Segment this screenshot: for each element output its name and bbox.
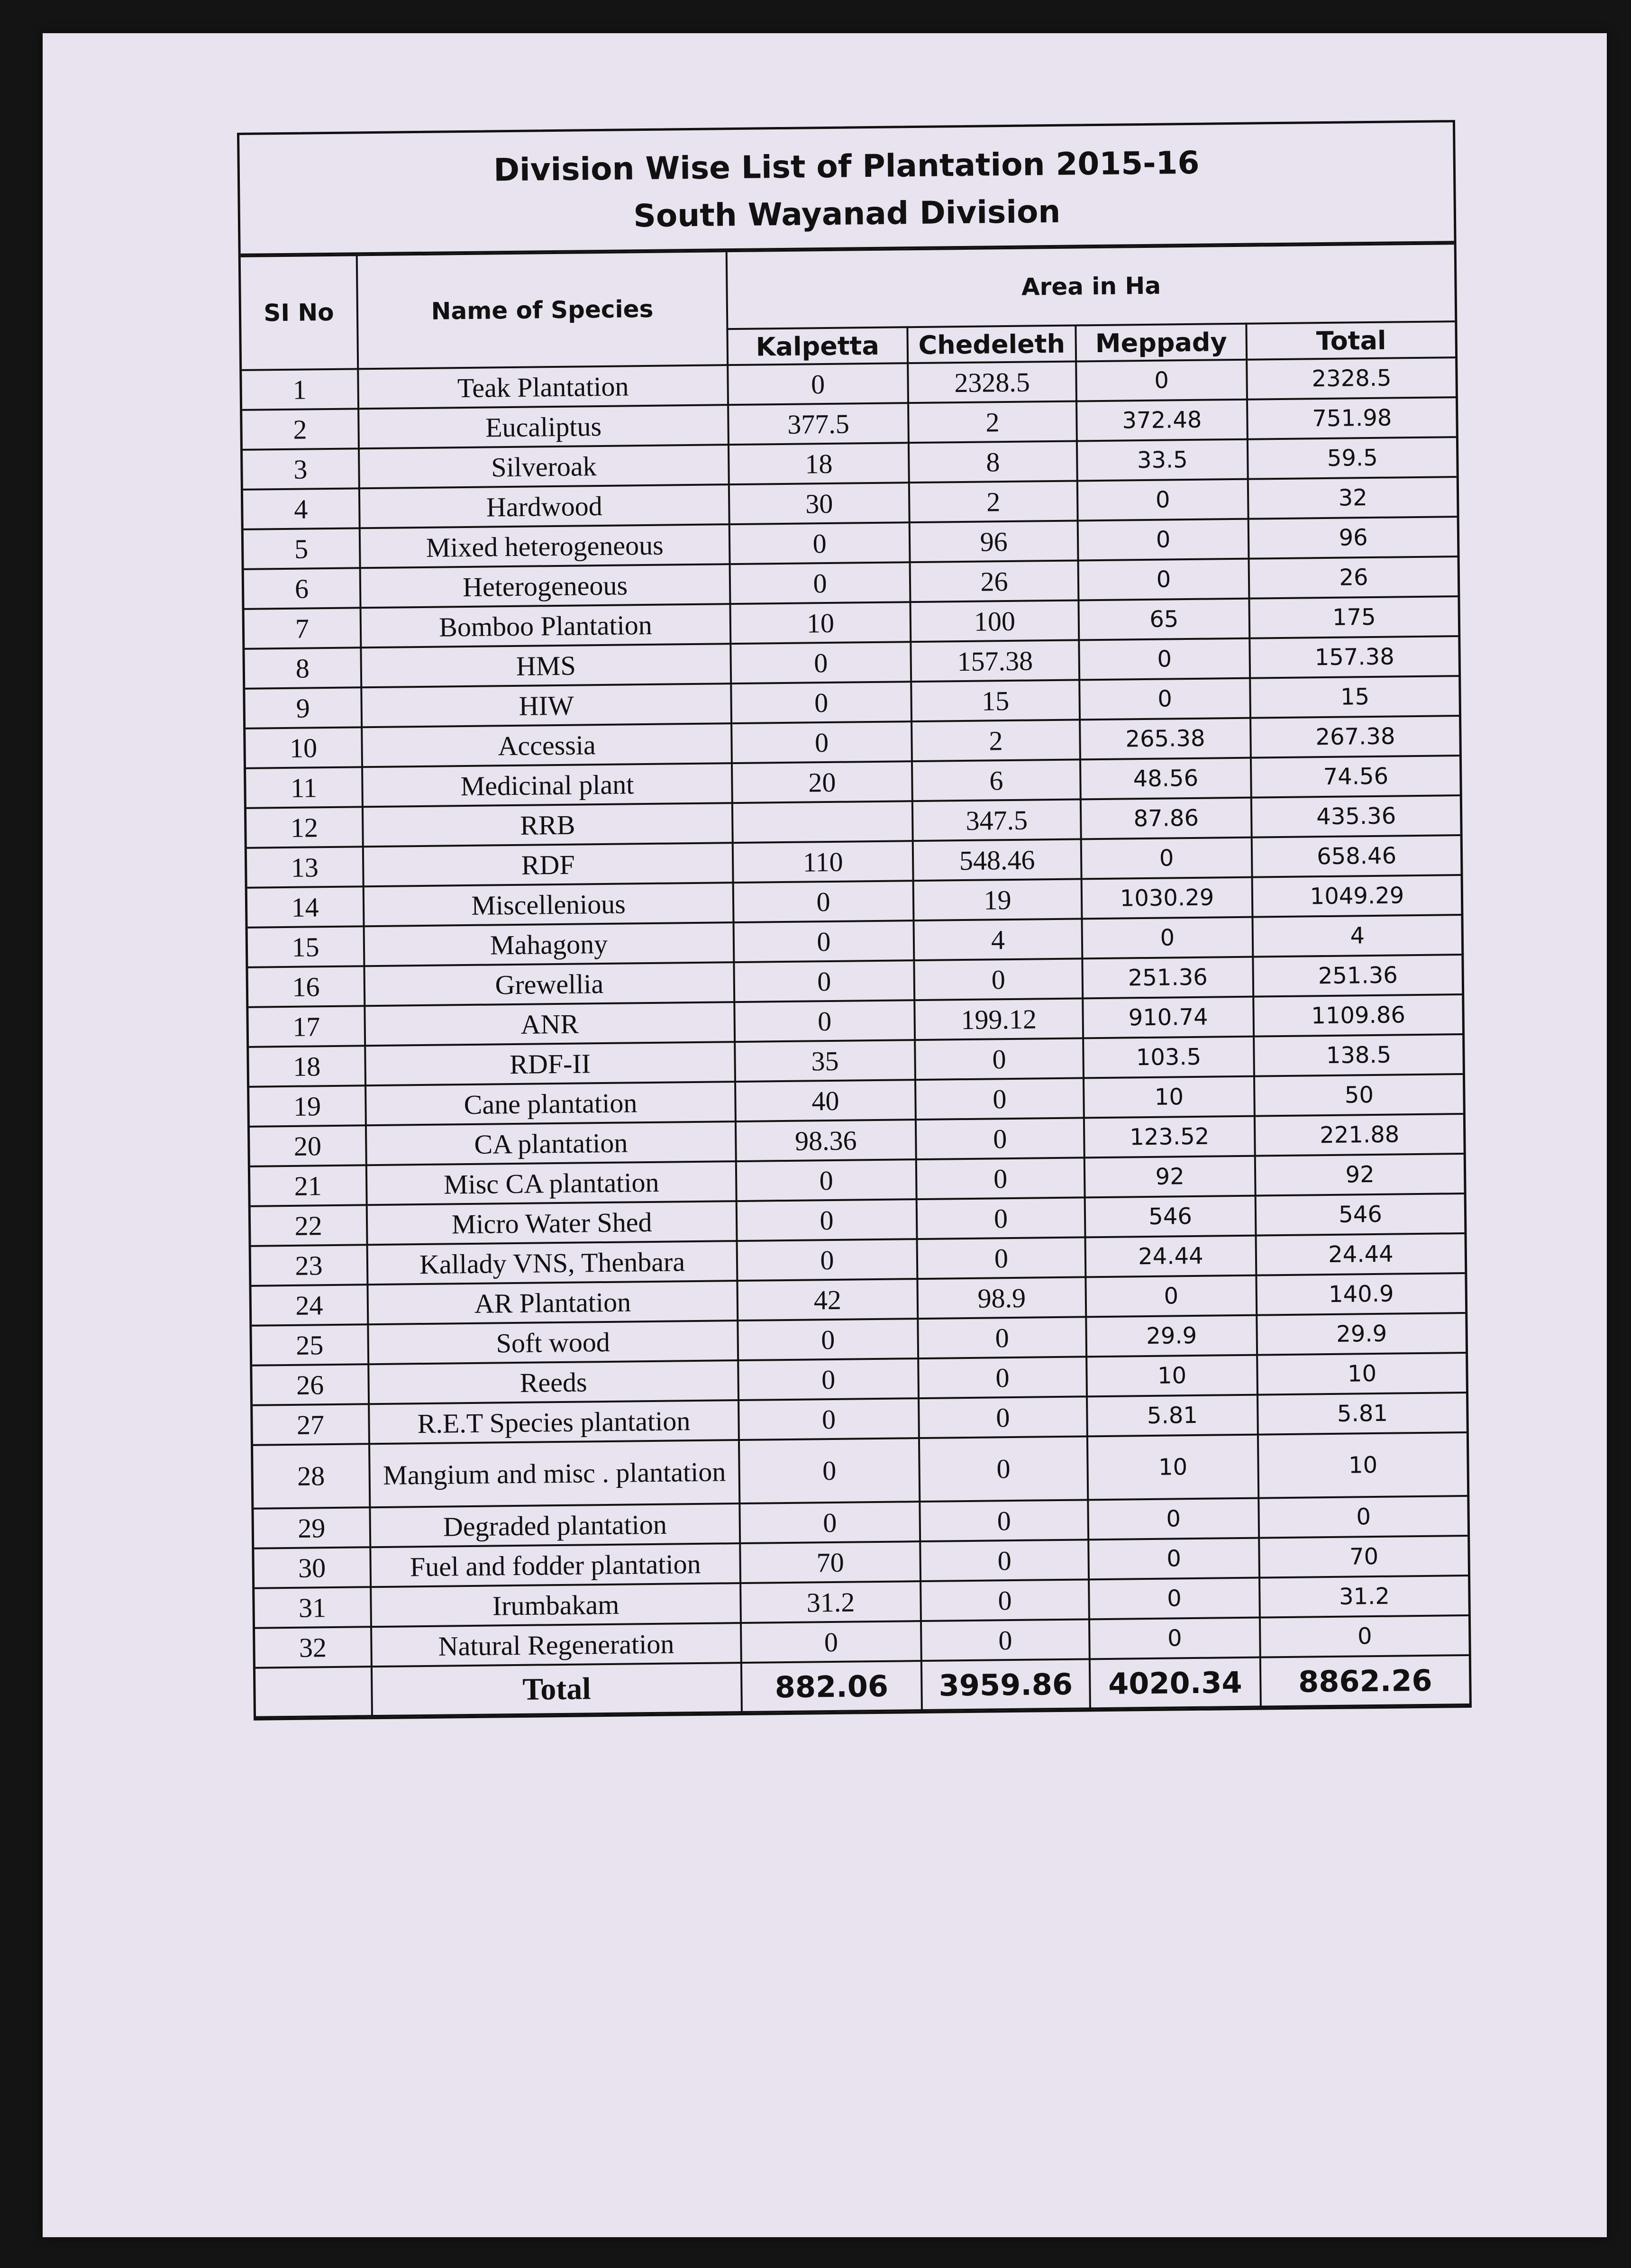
cell-sl: 19 (249, 1085, 366, 1127)
cell-total: 96 (1248, 517, 1458, 559)
cell-sl: 17 (248, 1006, 365, 1047)
cell-sl: 12 (246, 807, 363, 848)
cell-sl: 26 (252, 1364, 369, 1405)
cell-kalpetta: 0 (736, 1159, 917, 1201)
cell-kalpetta: 0 (734, 960, 914, 1002)
cell-sl: 6 (244, 568, 361, 609)
cell-chedeleth: 548.46 (913, 839, 1082, 881)
cell-total: 1109.86 (1253, 994, 1462, 1037)
cell-name: Grewellia (364, 962, 734, 1006)
cell-meppady: 123.52 (1084, 1116, 1255, 1158)
cell-name: Accessia (362, 723, 732, 767)
cell-kalpetta: 0 (738, 1319, 918, 1360)
cell-chedeleth: 0 (916, 1157, 1085, 1199)
cell-total: 157.38 (1249, 636, 1458, 678)
document-title: Division Wise List of Plantation 2015-16 (493, 144, 1200, 189)
totals-grand-total: 8862.26 (1260, 1655, 1469, 1707)
cell-chedeleth: 157.38 (911, 640, 1079, 682)
cell-chedeleth: 0 (917, 1237, 1086, 1279)
header-sl-no: SI No (241, 255, 358, 370)
cell-total: 2328.5 (1247, 357, 1456, 400)
cell-sl: 7 (245, 608, 361, 649)
cell-meppady: 10 (1087, 1435, 1258, 1500)
cell-chedeleth: 0 (921, 1619, 1090, 1661)
cell-name: AR Plantation (367, 1281, 738, 1324)
cell-total: 5.81 (1257, 1393, 1467, 1435)
table-body (242, 357, 1469, 1668)
cell-name: Mahagony (364, 922, 734, 966)
cell-kalpetta: 40 (735, 1080, 916, 1121)
cell-name: RRB (363, 803, 733, 847)
cell-meppady: 0 (1079, 678, 1250, 720)
cell-name: CA plantation (366, 1121, 736, 1165)
cell-chedeleth: 0 (919, 1396, 1087, 1438)
cell-total: 221.88 (1255, 1114, 1464, 1156)
cell-name: Mixed heterogeneous (360, 524, 730, 568)
cell-sl: 11 (246, 767, 363, 808)
cell-name: Silveroak (359, 445, 729, 488)
cell-name: Micro Water Shed (367, 1201, 737, 1245)
header-area: Area in Ha (727, 244, 1455, 329)
cell-kalpetta: 10 (730, 602, 911, 644)
cell-name: Eucaliptus (358, 405, 729, 448)
cell-total: 658.46 (1252, 835, 1461, 877)
cell-kalpetta: 30 (729, 483, 910, 524)
cell-sl: 27 (253, 1404, 369, 1445)
cell-chedeleth: 2 (908, 401, 1077, 443)
cell-total: 70 (1259, 1536, 1468, 1578)
cell-meppady: 0 (1076, 360, 1247, 401)
cell-kalpetta: 0 (733, 881, 914, 922)
cell-kalpetta: 0 (729, 522, 910, 564)
cell-sl: 9 (245, 687, 362, 729)
cell-kalpetta: 35 (735, 1040, 915, 1082)
cell-meppady: 65 (1078, 599, 1249, 640)
cell-meppady: 0 (1081, 838, 1252, 879)
cell-name: HMS (361, 644, 731, 687)
cell-kalpetta: 0 (731, 682, 911, 723)
cell-name: Bomboo Plantation (361, 604, 731, 647)
cell-total: 1049.29 (1252, 875, 1461, 917)
cell-sl: 5 (244, 528, 360, 569)
cell-name: Kallady VNS, Thenbara (367, 1241, 738, 1284)
cell-sl: 2 (242, 409, 359, 450)
totals-empty-cell (255, 1667, 372, 1717)
cell-chedeleth: 0 (920, 1579, 1089, 1621)
cell-kalpetta: 0 (730, 642, 911, 683)
cell-sl: 22 (251, 1205, 367, 1246)
header-chedeleth: Chedeleth (907, 325, 1076, 363)
totals-label: Total (372, 1663, 742, 1716)
cell-chedeleth: 96 (910, 520, 1078, 562)
cell-meppady: 0 (1088, 1538, 1259, 1580)
cell-total: 267.38 (1250, 716, 1459, 758)
cell-total: 10 (1257, 1353, 1466, 1395)
cell-meppady: 0 (1089, 1618, 1260, 1659)
cell-meppady: 0 (1077, 479, 1248, 521)
cell-total: 29.9 (1257, 1313, 1466, 1355)
cell-sl: 15 (248, 926, 364, 967)
cell-name: Degraded plantation (370, 1503, 740, 1547)
cell-total: 251.36 (1253, 955, 1462, 997)
cell-chedeleth: 347.5 (912, 799, 1081, 841)
cell-name: Cane plantation (365, 1082, 736, 1125)
cell-total: 32 (1248, 477, 1457, 519)
table-row (253, 1432, 1467, 1509)
cell-total: 50 (1254, 1074, 1463, 1116)
cell-kalpetta: 0 (737, 1199, 917, 1241)
cell-chedeleth: 26 (910, 560, 1079, 602)
cell-kalpetta: 0 (734, 1000, 915, 1042)
cell-kalpetta: 0 (737, 1239, 918, 1281)
table-title-block (239, 122, 1454, 255)
cell-meppady: 0 (1089, 1578, 1260, 1620)
cell-sl: 16 (248, 966, 364, 1007)
cell-sl: 3 (243, 448, 359, 490)
cell-sl: 28 (253, 1444, 370, 1509)
cell-kalpetta: 377.5 (728, 403, 909, 445)
header-meppady: Meppady (1075, 324, 1247, 362)
cell-meppady: 0 (1078, 519, 1249, 561)
cell-total: 4 (1252, 915, 1461, 957)
cell-name: Teak Plantation (358, 365, 728, 409)
cell-sl: 18 (249, 1046, 365, 1087)
cell-kalpetta: 0 (728, 363, 908, 405)
header-kalpetta: Kalpetta (727, 327, 908, 365)
cell-name: RDF-II (365, 1042, 735, 1085)
cell-chedeleth: 0 (915, 1078, 1084, 1120)
cell-meppady: 48.56 (1080, 758, 1251, 800)
cell-meppady: 87.86 (1081, 798, 1252, 839)
cell-name: HIW (361, 683, 731, 727)
cell-meppady: 0 (1078, 559, 1249, 601)
cell-sl: 13 (247, 847, 364, 888)
cell-kalpetta: 0 (739, 1438, 920, 1503)
cell-meppady: 251.36 (1082, 957, 1253, 999)
cell-sl: 25 (252, 1324, 368, 1366)
cell-kalpetta: 0 (730, 562, 911, 604)
document-subtitle: South Wayanad Division (633, 193, 1061, 235)
cell-total: 24.44 (1256, 1233, 1465, 1275)
cell-meppady: 0 (1085, 1275, 1257, 1317)
totals-meppady: 4020.34 (1090, 1658, 1261, 1709)
cell-meppady: 546 (1085, 1196, 1256, 1238)
cell-chedeleth: 199.12 (914, 998, 1083, 1040)
cell-meppady: 265.38 (1080, 718, 1251, 760)
cell-name: ANR (364, 1002, 735, 1046)
cell-chedeleth: 98.9 (917, 1277, 1086, 1319)
header-row-main (241, 244, 1455, 334)
cell-meppady: 0 (1088, 1498, 1259, 1540)
cell-total: 0 (1258, 1496, 1467, 1538)
cell-kalpetta: 20 (732, 761, 912, 803)
cell-meppady: 92 (1084, 1156, 1256, 1198)
cell-total: 140.9 (1256, 1273, 1465, 1315)
cell-sl: 1 (242, 369, 358, 410)
cell-meppady: 0 (1082, 917, 1253, 959)
cell-kalpetta: 42 (737, 1279, 918, 1321)
cell-chedeleth: 19 (913, 879, 1082, 920)
cell-total: 59.5 (1248, 437, 1457, 479)
cell-chedeleth: 8 (909, 441, 1077, 483)
cell-chedeleth: 2328.5 (908, 361, 1076, 403)
cell-sl: 23 (251, 1245, 368, 1286)
paper-sheet (43, 33, 1607, 2237)
cell-chedeleth: 0 (917, 1197, 1085, 1239)
cell-total: 751.98 (1247, 397, 1456, 439)
cell-kalpetta: 0 (739, 1502, 920, 1543)
cell-chedeleth: 4 (913, 919, 1082, 960)
cell-name: Soft wood (368, 1321, 738, 1364)
header-total: Total (1246, 321, 1455, 360)
cell-name: Hardwood (359, 484, 729, 528)
cell-chedeleth: 0 (920, 1500, 1088, 1541)
cell-total: 546 (1256, 1193, 1465, 1236)
cell-kalpetta (732, 801, 913, 843)
cell-total: 435.36 (1251, 795, 1460, 838)
cell-name: Natural Regeneration (371, 1623, 741, 1667)
cell-total: 0 (1260, 1615, 1469, 1658)
cell-kalpetta: 18 (729, 443, 909, 484)
cell-total: 10 (1258, 1432, 1467, 1498)
cell-name: Fuel and fodder plantation (370, 1543, 740, 1587)
cell-chedeleth: 2 (909, 481, 1078, 522)
cell-total: 175 (1249, 596, 1458, 638)
cell-name: Heterogeneous (360, 564, 730, 608)
cell-kalpetta: 31.2 (740, 1581, 921, 1623)
cell-meppady: 10 (1086, 1355, 1257, 1397)
cell-meppady: 29.9 (1086, 1315, 1257, 1357)
header-species-name: Name of Species (357, 251, 728, 369)
cell-total: 26 (1249, 556, 1458, 599)
cell-kalpetta: 0 (738, 1358, 919, 1400)
cell-name: R.E.T Species plantation (369, 1400, 739, 1444)
cell-meppady: 10 (1084, 1076, 1255, 1118)
cell-kalpetta: 0 (738, 1398, 919, 1440)
cell-chedeleth: 0 (915, 1038, 1084, 1080)
cell-chedeleth: 0 (916, 1118, 1084, 1159)
cell-chedeleth: 0 (919, 1436, 1088, 1502)
cell-chedeleth: 6 (912, 759, 1081, 801)
cell-name: Misc CA plantation (366, 1161, 737, 1205)
cell-name: RDF (363, 843, 733, 886)
cell-sl: 32 (255, 1627, 372, 1668)
plantation-table-frame (237, 120, 1472, 1721)
cell-meppady: 24.44 (1085, 1236, 1257, 1277)
cell-sl: 10 (246, 727, 362, 768)
cell-kalpetta: 0 (731, 721, 912, 763)
cell-sl: 31 (255, 1587, 371, 1628)
cell-sl: 30 (254, 1547, 371, 1588)
cell-name: Miscellenious (364, 883, 734, 926)
cell-kalpetta: 110 (733, 841, 913, 883)
cell-meppady: 910.74 (1083, 997, 1254, 1038)
cell-name: Medicinal plant (362, 763, 732, 807)
cell-meppady: 103.5 (1083, 1037, 1254, 1078)
cell-total: 31.2 (1259, 1576, 1468, 1618)
cell-sl: 4 (243, 488, 360, 529)
cell-sl: 21 (250, 1165, 367, 1206)
cell-chedeleth: 0 (914, 958, 1083, 1000)
cell-meppady: 372.48 (1076, 400, 1248, 441)
cell-total: 15 (1250, 676, 1459, 718)
cell-chedeleth: 15 (911, 680, 1080, 721)
cell-name: Irumbakam (371, 1583, 741, 1627)
cell-kalpetta: 0 (741, 1621, 921, 1663)
cell-total: 92 (1255, 1154, 1464, 1196)
cell-total: 138.5 (1254, 1034, 1463, 1076)
cell-chedeleth: 2 (911, 720, 1080, 761)
cell-sl: 24 (251, 1284, 368, 1326)
cell-chedeleth: 0 (918, 1317, 1086, 1358)
cell-sl: 20 (250, 1125, 366, 1166)
cell-name: Reeds (368, 1360, 738, 1404)
cell-chedeleth: 100 (910, 600, 1079, 642)
cell-meppady: 33.5 (1077, 439, 1248, 481)
cell-kalpetta: 70 (740, 1541, 920, 1583)
cell-meppady: 0 (1079, 638, 1250, 680)
cell-chedeleth: 0 (920, 1539, 1089, 1581)
cell-name: Mangium and misc . plantation (369, 1440, 739, 1507)
cell-sl: 29 (254, 1507, 370, 1548)
cell-meppady: 1030.29 (1082, 877, 1253, 919)
cell-sl: 14 (247, 886, 364, 928)
cell-meppady: 5.81 (1087, 1395, 1258, 1437)
totals-kalpetta: 882.06 (741, 1661, 922, 1712)
cell-kalpetta: 0 (734, 920, 914, 962)
cell-sl: 8 (245, 647, 361, 689)
plantation-table (241, 243, 1469, 1718)
cell-chedeleth: 0 (918, 1357, 1087, 1398)
cell-total: 74.56 (1251, 756, 1460, 798)
cell-kalpetta: 98.36 (736, 1120, 916, 1161)
totals-chedeleth: 3959.86 (921, 1659, 1090, 1710)
